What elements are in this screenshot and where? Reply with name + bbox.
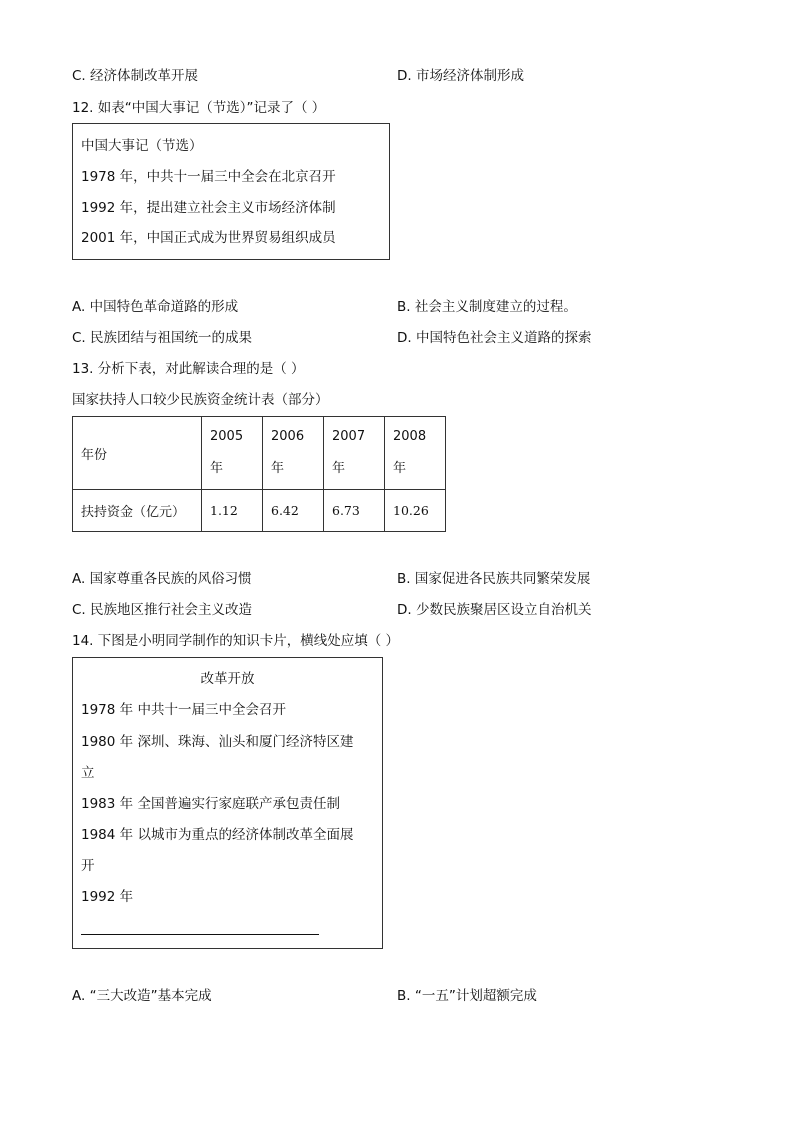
card-line-1984-wrap: 开 [81, 858, 95, 874]
q12-option-b: B. 社会主义制度建立的过程。 [397, 299, 577, 315]
card-line-1980-wrap: 立 [81, 765, 95, 781]
table-cell-2008: 10.26 [385, 490, 446, 532]
year-2005: 2005 [210, 429, 244, 444]
q13-option-a: A. 国家尊重各民族的风俗习惯 [72, 571, 252, 587]
q12-option-a: A. 中国特色革命道路的形成 [72, 299, 239, 315]
year-suffix: 年 [271, 461, 285, 476]
year-suffix: 年 [210, 461, 224, 476]
q13-option-c: C. 民族地区推行社会主义改造 [72, 602, 253, 618]
table-cell-2005: 1.12 [202, 490, 263, 532]
q11-option-c: C. 经济体制改革开展 [72, 68, 199, 84]
year-suffix: 年 [332, 461, 346, 476]
q12-option-c: C. 民族团结与祖国统一的成果 [72, 330, 253, 346]
table-header-2005 [202, 417, 263, 490]
q13-table-title: 国家扶持人口较少民族资金统计表（部分） [72, 392, 329, 408]
card-line-1978: 1978 年 中共十一届三中全会召开 [81, 702, 286, 718]
q14-option-b: B. “一五”计划超额完成 [397, 988, 537, 1004]
card-line-1984: 1984 年 以城市为重点的经济体制改革全面展 [81, 827, 354, 843]
year-2006: 2006 [271, 429, 305, 444]
card-line-1992: 1992 年 [81, 889, 134, 905]
q12-box-title: 中国大事记（节选） [81, 138, 203, 154]
q14-stem: 14. 下图是小明同学制作的知识卡片，横线处应填（ ） [72, 633, 400, 649]
table-header-2007 [324, 417, 385, 490]
table-header-year-label: 年份 [73, 417, 202, 490]
table-cell-2006: 6.42 [263, 490, 324, 532]
year-suffix: 年 [393, 461, 407, 476]
q13-option-b: B. 国家促进各民族共同繁荣发展 [397, 571, 591, 587]
q12-stem: 12. 如表“中国大事记（节选）”记录了（ ） [72, 100, 326, 116]
q13-fund-table [72, 416, 446, 532]
fill-in-blank-line [81, 933, 319, 935]
card-line-1980: 1980 年 深圳、珠海、汕头和厦门经济特区建 [81, 734, 354, 750]
card-line-1983: 1983 年 全国普遍实行家庭联产承包责任制 [81, 796, 340, 812]
table-header-2008 [385, 417, 446, 490]
year-2007: 2007 [332, 429, 366, 444]
table-header-2006 [263, 417, 324, 490]
q14-option-a: A. “三大改造”基本完成 [72, 988, 212, 1004]
q14-knowledge-card [72, 657, 383, 949]
q12-box-line-1992: 1992 年，提出建立社会主义市场经济体制 [81, 200, 336, 216]
table-cell-2007: 6.73 [324, 490, 385, 532]
q11-option-d: D. 市场经济体制形成 [397, 68, 524, 84]
year-2008: 2008 [393, 429, 427, 444]
q12-box-line-2001: 2001 年，中国正式成为世界贸易组织成员 [81, 230, 336, 246]
q13-stem: 13. 分析下表，对此解读合理的是（ ） [72, 361, 305, 377]
q12-chronicle-box [72, 123, 390, 260]
q12-option-d: D. 中国特色社会主义道路的探索 [397, 330, 592, 346]
table-row-label-fund: 扶持资金（亿元） [73, 490, 202, 532]
q12-box-line-1978: 1978 年，中共十一届三中全会在北京召开 [81, 169, 336, 185]
q13-option-d: D. 少数民族聚居区设立自治机关 [397, 602, 592, 618]
card-title: 改革开放 [200, 671, 255, 687]
